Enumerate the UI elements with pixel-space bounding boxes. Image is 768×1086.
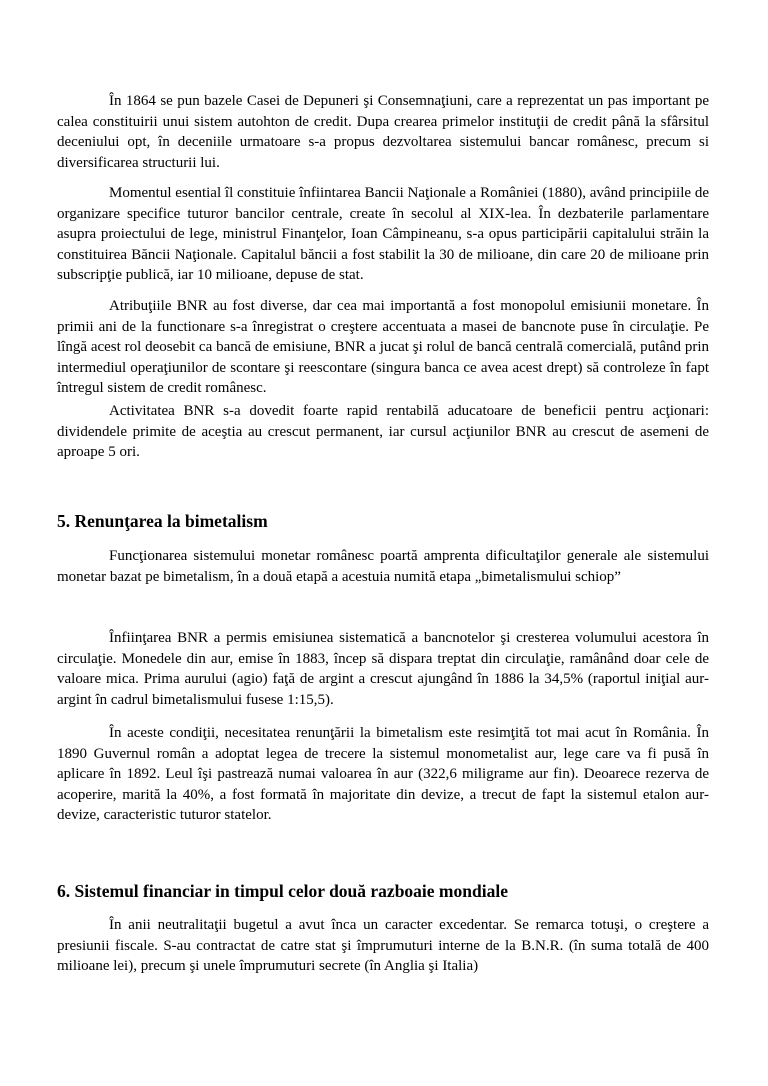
paragraph-emisiune-bancnote: Înfiinţarea BNR a permis emisiunea sistematică a bancnotelor şi cresterea volumului acestora în circulaţie. Monedele din aur, emise în 1883, încep să dispara treptat din circulaţie, ramânând doar cele de valoare mica. Prima aurului (agio) faţă de argint a crescut ajungând în 1886 la 34,5% (raportul iniţial aur-argint în cadrul bimetalismului fusese 1:15,5). bbox=[57, 630, 709, 708]
paragraph-monometalism-aur: În aceste condiţii, necesitatea renunţării la bimetalism este resimţită tot mai acut în România. În 1890 Guvernul român a adoptat legea de trecere la sistemul monometalist aur, lege care va fi pusă în aplicare în 1892. Leul îşi pastrează numai valoarea în aur (322,6 miligrame aur fin). Deoarece rezerva de acoperire, marită la 40%, a fost formată în majoritate din devize, a trecut de fapt la sistemul etalon aur-devize, caracteristic tuturor statelor. bbox=[57, 725, 709, 824]
section-heading-bimetalism: 5. Renunţarea la bimetalism bbox=[57, 511, 268, 531]
paragraph-atributii-bnr: Atribuţiile BNR au fost diverse, dar cea mai importantă a fost monopolul emisiunii monetare. În primii ani de la functionare s-a înregistrat o creştere accentuata a masei de bancnote puse în circulaţie. Pe lîngă acest rol deosebit ca bancă de emisiune, BNR a jucat şi rolul de bancă centrală comercială, putând prin intermediul operaţiunilor de scontare şi reescontare (singura banca ce avea acest drept) să controleze în fapt întregul sistem de credit românesc. bbox=[57, 298, 709, 397]
paragraph-casa-depuneri: În 1864 se pun bazele Casei de Depuneri şi Consemnaţiuni, care a reprezentat un pas important pe calea constituirii unui sistem autohton de credit. Dupa crearea primelor instituţii de credit până la sfârsitul deceniului opt, în deceniile urmatoare s-a propus dezvoltarea sistemului bancar românesc, precum si diversificarea structurii lui. bbox=[57, 93, 709, 171]
paragraph-neutralitate-buget: În anii neutralitaţii bugetul a avut înca un caracter excedentar. Se remarca totuşi, o creştere a presiunii fiscale. S-au contractat de catre stat şi împrumuturi interne de la B.N.R. (în suma totală de 400 milioane lei), precum şi unele împrumuturi secrete (în Anglia şi Italia) bbox=[57, 917, 709, 975]
paragraph-activitate-bnr: Activitatea BNR s-a dovedit foarte rapid rentabilă aducatoare de beneficii pentru acţionari: dividendele primite de aceştia au crescut permanent, iar cursul acţiunilor BNR au crescut de asemeni de aproape 5 ori. bbox=[57, 403, 709, 461]
paragraph-functionare-sistem: Funcţionarea sistemului monetar românesc poartă amprenta dificultaţilor generale ale sistemului monetar bazat pe bimetalism, în a două etapă a acestuia numită etapa „bimetalismului schiop” bbox=[57, 548, 709, 585]
section-heading-razboaie-mondiale: 6. Sistemul financiar in timpul celor două razboaie mondiale bbox=[57, 881, 508, 901]
paragraph-infiintare-bnr: Momentul esential îl constituie înfiintarea Bancii Naţionale a României (1880), având principiile de organizare specifice tuturor bancilor centrale, create în secolul al XIX-lea. În dezbaterile parlamentare asupra proiectului de lege, ministrul Finanţelor, Ioan Câmpineanu, s-a opus participării capitalului străin la constituirea Băncii Naţionale. Capitalul băncii a fost stabilit la 30 de milioane, din care 20 de milioane prin subscripţie publică, iar 10 milioane, depuse de stat. bbox=[57, 185, 709, 284]
